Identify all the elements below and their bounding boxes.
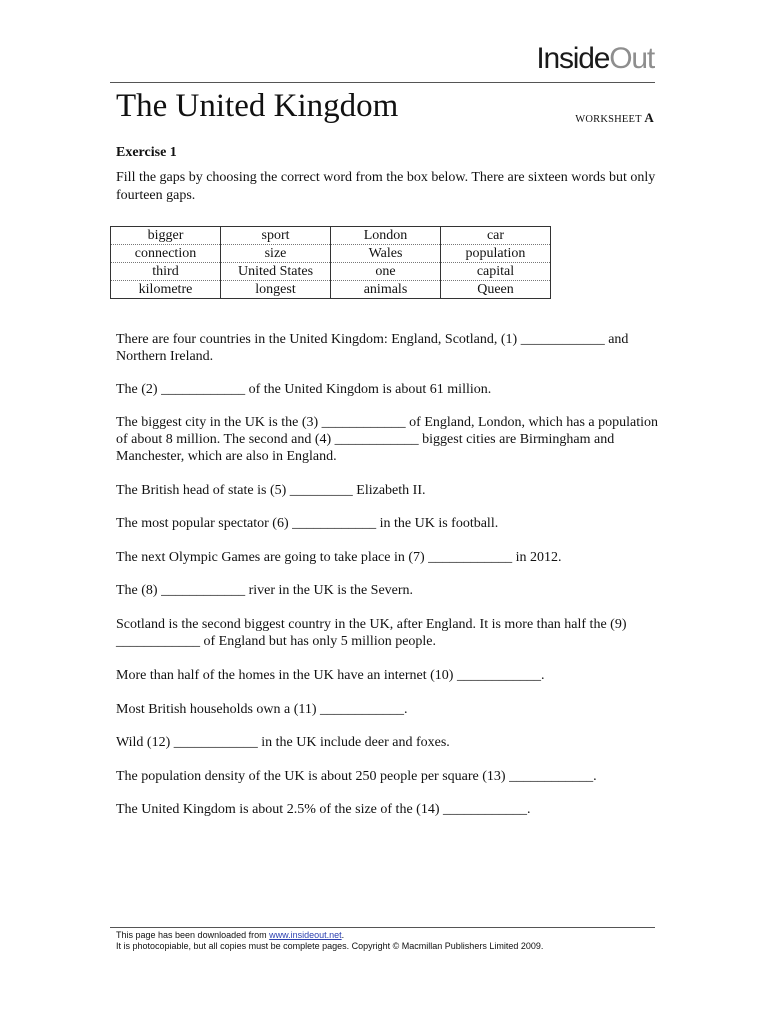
word-box-cell: population xyxy=(441,245,551,263)
word-box-cell: size xyxy=(221,245,331,263)
question-12: Wild (12) ____________ in the UK include deer and foxes. xyxy=(116,735,450,750)
word-box-row xyxy=(111,281,551,299)
question-2: The (2) ____________ of the United Kingdom is about 61 million. xyxy=(116,382,492,397)
question-8: The (8) ____________ river in the UK is the Severn. xyxy=(116,583,414,598)
brand-logo-part2: Out xyxy=(609,42,654,75)
brand-logo xyxy=(536,44,654,74)
footer-period: . xyxy=(341,930,345,940)
brand-logo-part1: Inside xyxy=(536,42,610,75)
question-11: Most British households own a (11) ____________. xyxy=(116,702,408,717)
word-box xyxy=(110,226,551,299)
footer-line-1 xyxy=(116,930,543,941)
word-box-cell: United States xyxy=(221,263,331,281)
footer xyxy=(116,930,543,952)
word-box-cell: animals xyxy=(331,281,441,299)
word-box-cell: third xyxy=(111,263,221,281)
worksheet-label xyxy=(575,110,654,126)
question-5: The British head of state is (5) _________ Elizabeth II. xyxy=(116,483,426,498)
word-box-cell: sport xyxy=(221,227,331,245)
word-box-cell: kilometre xyxy=(111,281,221,299)
question-10: More than half of the homes in the UK have an internet (10) ____________. xyxy=(116,668,545,683)
question-7: The next Olympic Games are going to take place in (7) ____________ in 2012. xyxy=(116,550,562,565)
exercise-heading: Exercise 1 xyxy=(116,145,177,160)
footer-download-text: This page has been downloaded from xyxy=(116,930,270,940)
footer-copyright: It is photocopiable, but all copies must be complete pages. Copyright © Macmillan Publishers Limited 2009. xyxy=(116,941,544,951)
word-box-cell: one xyxy=(331,263,441,281)
word-box-cell: London xyxy=(331,227,441,245)
question-13: The population density of the UK is about 250 people per square (13) ____________. xyxy=(116,769,597,784)
exercise-instructions: Fill the gaps by choosing the correct word from the box below. There are sixteen words but only fourteen gaps. xyxy=(116,170,656,203)
word-box-cell: bigger xyxy=(111,227,221,245)
worksheet-label-text: WORKSHEET xyxy=(575,114,642,125)
word-box-cell: capital xyxy=(441,263,551,281)
question-1: There are four countries in the United Kingdom: England, Scotland, (1) ____________ and Northern Ireland. xyxy=(116,332,629,364)
footer-website-link[interactable]: www.insideout.net xyxy=(269,930,342,940)
word-box-cell: Wales xyxy=(331,245,441,263)
word-box-cell: longest xyxy=(221,281,331,299)
word-box-row xyxy=(111,227,551,245)
question-6: The most popular spectator (6) ____________ in the UK is football. xyxy=(116,516,499,531)
word-box-row xyxy=(111,245,551,263)
word-box-cell: connection xyxy=(111,245,221,263)
page-title: The United Kingdom xyxy=(116,88,399,124)
worksheet-letter: A xyxy=(644,110,654,125)
footer-divider xyxy=(110,927,655,928)
question-9: Scotland is the second biggest country in the UK, after England. It is more than half the (9) ____________ of England but has only 5 million people. xyxy=(116,617,627,649)
question-3-4: The biggest city in the UK is the (3) ____________ of England, London, which has a population of about 8 million. The second and (4) ____________ biggest cities are Birmingham and Manchester, which are also in England. xyxy=(116,415,659,464)
word-box-cell: car xyxy=(441,227,551,245)
word-box-cell: Queen xyxy=(441,281,551,299)
header-divider xyxy=(110,82,655,83)
word-box-row xyxy=(111,263,551,281)
question-14: The United Kingdom is about 2.5% of the size of the (14) ____________. xyxy=(116,802,531,817)
